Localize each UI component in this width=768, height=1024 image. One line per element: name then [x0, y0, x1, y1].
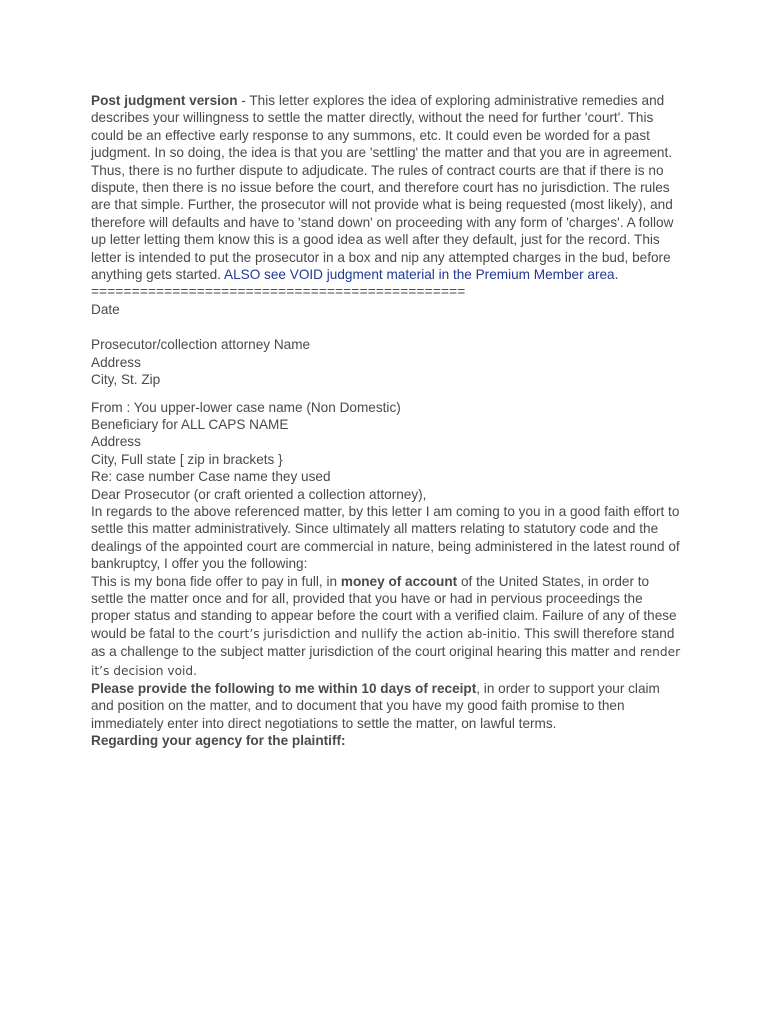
premium-member-link[interactable]: ALSO see VOID judgment material in the Premium Member area. [224, 267, 619, 283]
money-of-account: money of account [340, 573, 458, 589]
sender-beneficiary: Beneficiary for ALL CAPS NAME [91, 416, 289, 432]
sender-address: Address [91, 434, 141, 450]
para2-after: This swill therefore stand as a challenge to the subject matter jurisdiction of the court original hearing this matter [91, 625, 675, 660]
para2-before: This is my bona fide offer to pay in full, in [91, 573, 341, 589]
recipient-name: Prosecutor/collection attorney Name [91, 337, 311, 353]
provide-within-10-days: Please provide the following to me within 10 days of receipt [91, 681, 477, 696]
letter-paragraph-2 [91, 573, 681, 680]
recipient-address: Address [91, 354, 141, 370]
section-heading-agency: Regarding your agency for the plaintiff: [91, 733, 346, 749]
intro-text: - This letter explores the idea of exploring administrative remedies and describes your willingness to settle the matter directly, without the need for further 'court'. This could be an effective early response to any summons, etc. It could even be worded for a past judgment. In so doing, the idea is that you are 'settling' the matter and that you are in agreement. Thus, there is no further dispute to adjudicate. The rules of contract courts are that if there is no dispute, then there is no issue before the court, and therefore court has no jurisdiction. The rules are that simple. Further, the prosecutor will not provide what is being requested (most likely), and therefore will defaults and have to 'stand down' on proceeding with any form of 'charges'. A follow up letter letting them know this is a good idea as well after they default, just for the record. This letter is intended to put the prosecutor in a box and nip any attempted charges in the bud, before anything gets started. [91, 93, 674, 283]
para3-text: , in order to support your claim and position on the matter, and to document that you have my good faith promise to then immediately enter into direct negotiations to settle the matter, on lawful terms. [91, 681, 660, 731]
section-divider: ============================================== [91, 284, 466, 300]
para2-middle: of the United States, in order to settle the matter once and for all, provided that you have or had in pervious proceedings the proper status and standing to appear before the court with a verified claim. Failure of any of these would be fatal to [91, 573, 677, 641]
recipient-block [91, 336, 681, 388]
letter-paragraph-3 [91, 680, 681, 732]
salutation: Dear Prosecutor (or craft oriented a collection attorney), [91, 486, 427, 502]
para2-alt-text-1: the court’s jurisdiction and nullify the action ab-initio. [193, 626, 521, 641]
letter-paragraph-1: In regards to the above referenced matter, by this letter I am coming to you in a good faith effort to settle this matter administratively. Since ultimately all matters relating to statutory code and the dealings of the appointed court are commercial in nature, being administered in the latest round of bankruptcy, I offer you the following: [91, 503, 680, 572]
sender-block [91, 399, 681, 469]
intro-paragraph [91, 92, 681, 283]
sender-from: From : You upper-lower case name (Non Domestic) [91, 399, 401, 415]
sender-city: City, Full state [ zip in brackets } [91, 451, 283, 467]
document-page [91, 92, 681, 750]
intro-title: Post judgment version [91, 93, 238, 108]
re-line: Re: case number Case name they used [91, 469, 331, 485]
recipient-city: City, St. Zip [91, 372, 161, 388]
letter-date: Date [91, 301, 120, 317]
para2-alt-text-2: and render it’s decision void. [91, 645, 681, 678]
